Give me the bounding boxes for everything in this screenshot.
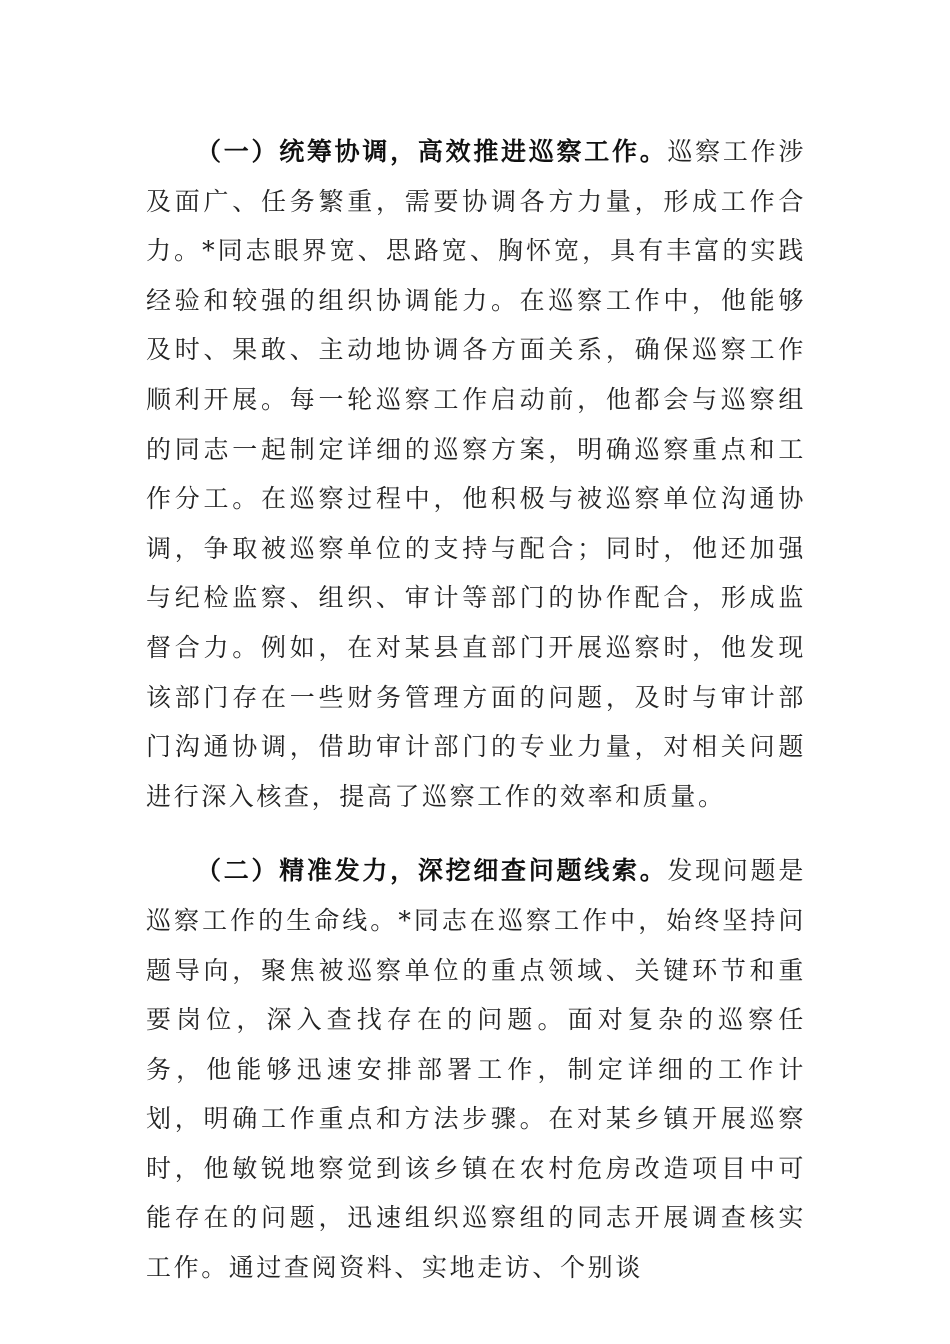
- paragraph-body: 巡察工作涉及面广、任务繁重，需要协调各方力量，形成工作合力。*同志眼界宽、思路宽、胸怀宽，具有丰富的实践经验和较强的组织协调能力。在巡察工作中，他能够及时、果敢、主动地协调各方面关系，确保巡察工作顺利开展。每一轮巡察工作启动前，他都会与巡察组的同志一起制定详细的巡察方案，明确巡察重点和工作分工。在巡察过程中，他积极与被巡察单位沟通协调，争取被巡察单位的支持与配合；同时，他还加强与纪检监察、组织、审计等部门的协作配合，形成监督合力。例如，在对某县直部门开展巡察时，他发现该部门存在一些财务管理方面的问题，及时与审计部门沟通协调，借助审计部门的专业力量，对相关问题进行深入核查，提高了巡察工作的效率和质量。: [146, 137, 806, 811]
- document-page: [146, 127, 806, 1293]
- paragraph-heading: （一）统筹协调，高效推进巡察工作。: [196, 137, 668, 166]
- paragraph-body: 发现问题是巡察工作的生命线。*同志在巡察工作中，始终坚持问题导向，聚焦被巡察单位的重点领域、关键环节和重要岗位，深入查找存在的问题。面对复杂的巡察任务，他能够迅速安排部署工作，制定详细的工作计划，明确工作重点和方法步骤。在对某乡镇开展巡察时，他敏锐地察觉到该乡镇在农村危房改造项目中可能存在的问题，迅速组织巡察组的同志开展调查核实工作。通过查阅资料、实地走访、个别谈: [146, 856, 806, 1283]
- paragraph-heading: （二）精准发力，深挖细查问题线索。: [196, 856, 668, 886]
- paragraph-coordination: [146, 127, 806, 821]
- paragraph-precision: [146, 846, 806, 1292]
